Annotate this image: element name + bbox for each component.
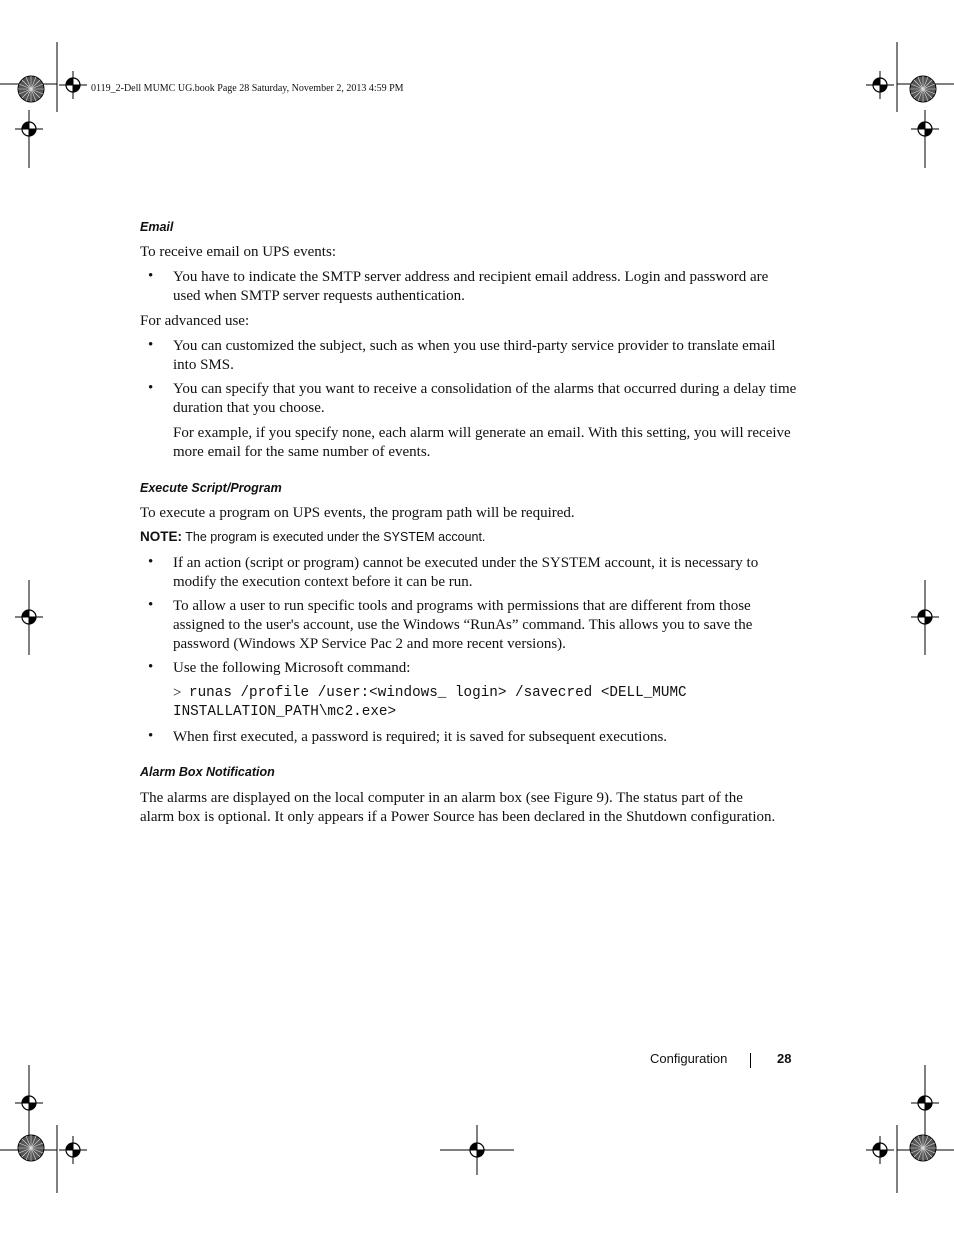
- email-bullet-1: You have to indicate the SMTP server address and recipient email address. Login and password are used when SMTP server requests authentication.: [173, 269, 769, 304]
- bullet-marker: •: [148, 659, 154, 675]
- footer-section: Configuration: [650, 1051, 728, 1066]
- script-bullet-3: Use the following Microsoft command:: [173, 660, 411, 676]
- page-number: 28: [777, 1051, 792, 1066]
- alarm-heading: Alarm Box Notification: [140, 765, 275, 779]
- command-line-2: INSTALLATION_PATH\mc2.exe>: [173, 704, 397, 720]
- email-heading: Email: [140, 220, 174, 234]
- script-bullet-1: If an action (script or program) cannot be executed under the SYSTEM account, it is necessary to modify the execution context before it can be run.: [173, 555, 759, 590]
- script-intro: To execute a program on UPS events, the program path will be required.: [140, 505, 575, 521]
- email-example: For example, if you specify none, each alarm will generate an email. With this setting, you will receive more email for the same number of events.: [173, 425, 791, 460]
- script-heading: Execute Script/Program: [140, 481, 282, 495]
- script-bullet-4: When first executed, a password is required; it is saved for subsequent executions.: [173, 729, 668, 745]
- email-intro: To receive email on UPS events:: [140, 244, 336, 260]
- note-label: NOTE:: [140, 529, 182, 544]
- email-bullet-2: You can customized the subject, such as when you use third-party service provider to translate email into SMS.: [173, 338, 776, 373]
- bullet-marker: •: [148, 380, 154, 396]
- bullet-marker: •: [148, 597, 154, 613]
- note-text: The program is executed under the SYSTEM account.: [185, 530, 486, 544]
- bullet-marker: •: [148, 268, 154, 284]
- email-advanced: For advanced use:: [140, 313, 250, 329]
- script-bullet-2: To allow a user to run specific tools and programs with permissions that are different from those assigned to the user's account, use the Windows “RunAs” command. This allows you to save the password (Windows XP Service Pac 2 and more recent versions).: [173, 598, 753, 652]
- print-slug: 0119_2-Dell MUMC UG.book Page 28 Saturday, November 2, 2013 4:59 PM: [91, 83, 404, 94]
- command-prompt: >: [173, 685, 182, 701]
- command-line-1: runas /profile /user:<windows_ login> /savecred <DELL_MUMC: [189, 685, 687, 701]
- email-bullet-3: You can specify that you want to receive a consolidation of the alarms that occurred during a delay time duration that you choose.: [173, 381, 797, 416]
- bullet-marker: •: [148, 554, 154, 570]
- alarm-body: The alarms are displayed on the local computer in an alarm box (see Figure 9). The status part of the alarm box is optional. It only appears if a Power Source has been declared in the Shutdown configuration.: [140, 790, 776, 825]
- footer-divider: [750, 1053, 751, 1068]
- note: [140, 529, 485, 544]
- bullet-marker: •: [148, 728, 154, 744]
- bullet-marker: •: [148, 337, 154, 353]
